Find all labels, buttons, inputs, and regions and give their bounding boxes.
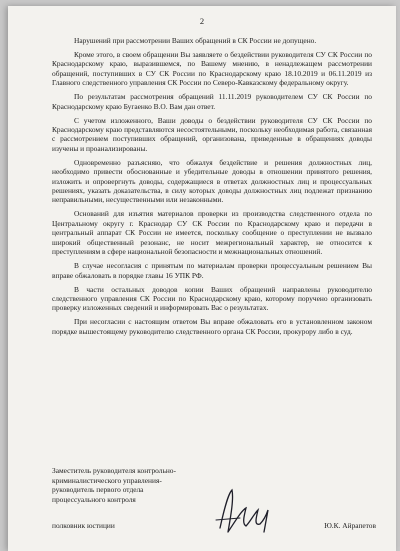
paragraph-9: При несогласии с настоящим ответом Вы вправе обжаловать его в установленном законом порядке вышестоящему руководителю следственного органа СК России, прокурору либо в суд. [52, 317, 372, 336]
signatory-title-line: Заместитель руководителя контрольно- [52, 466, 176, 475]
paragraph-5: Одновременно разъясняю, что обжалуя бездействие и решения должностных лиц, необходимо привести обоснованные и убедительные доводы в отношении принятого решения, изложить и опровергнуть доводы, содержащиеся в ответах должностных лиц и процессуальных решениях, указать доказательства, в силу которых доводы должностных лиц подлежат признанию неправильными, несущественными или незаконными. [52, 157, 372, 205]
paragraph-3: По результатам рассмотрения обращений 11.11.2019 руководителем СУ СК России по Краснодарскому краю Бугаенко В.О. Вам дан ответ. [52, 92, 372, 111]
paragraph-2: Кроме этого, в своем обращении Вы заявляете о бездействии руководителя СУ СК России по Краснодарскому краю, выразившемся, по Вашему мнению, в ненадлежащем рассмотрении обращений, поступивших в СУ СК России по Краснодарскому краю 18.10.2019 и 06.11.2019 из Главного следственного управления СК России по Северо-Кавказскому федеральному округу. [52, 50, 372, 88]
handwritten-signature [212, 480, 282, 540]
paragraph-7: В случае несогласия с принятым по материалам проверки процессуальным решением Вы вправе обжаловать в порядке главы 16 УПК РФ. [52, 261, 372, 280]
page-number: 2 [199, 16, 205, 26]
signatory-rank: полковник юстиции [52, 521, 115, 530]
document-page [8, 6, 396, 551]
signatory-title-line: руководитель первого отдела [52, 485, 144, 495]
paragraph-8: В части остальных доводов копии Ваших обращений направлены руководителю следственного управления СК России по Краснодарскому краю, которому поручено организовать проверку изложенных сведений и информировать Вас о результатах. [52, 284, 372, 313]
letter-body [52, 36, 372, 341]
signatory-title-line: процессуального контроля [52, 494, 136, 504]
paragraph-4: С учетом изложенного, Ваши доводы о бездействии руководителя СУ СК России по Краснодарскому краю представляются несостоятельными, поскольку необходимая работа, связанная с рассмотрением поступивших обращений, организована, приведенные в обращениях доводы изучены и проанализированы. [52, 115, 372, 153]
paragraph-1: Нарушений при рассмотрении Ваших обращений в СК России не допущено. [74, 36, 317, 45]
signatory-name: Ю.К. Айрапетов [324, 521, 376, 530]
signature-block [52, 466, 382, 530]
paragraph-6: Оснований для изъятия материалов проверки из производства следственного отдела по Центральному округу г. Краснодар СУ СК России по Краснодарскому краю и передачи в центральный аппарат СК России не имеется, поскольку сообщение о преступлении не вызвало широкий общественный резонанс, не носит межрегиональный характер, не относится к преступлениям в сфере национальной безопасности и межнациональных отношений. [52, 209, 372, 257]
signatory-title-line: криминалистического управления- [52, 475, 162, 485]
